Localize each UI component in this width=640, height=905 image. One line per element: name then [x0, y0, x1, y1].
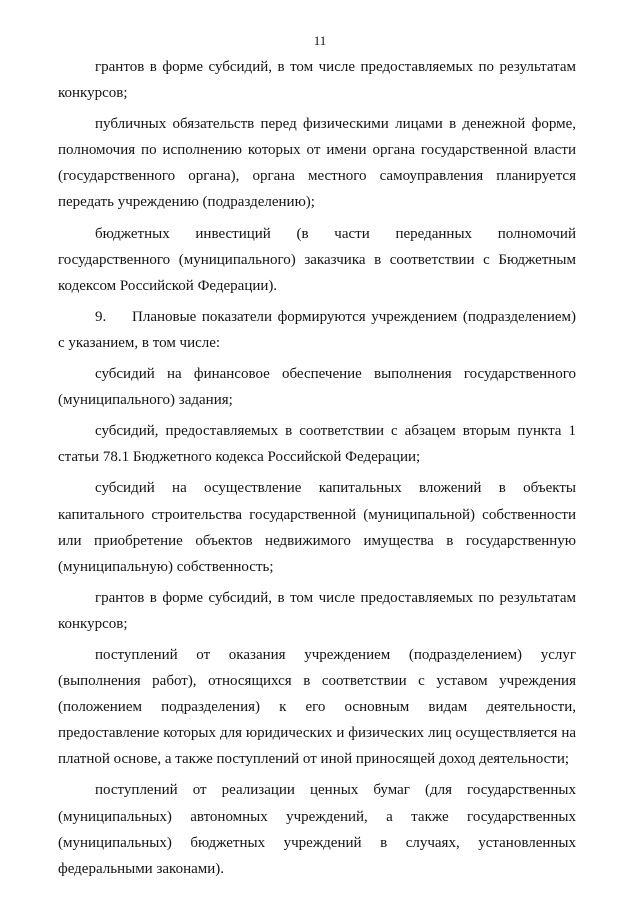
paragraph-grants-1: грантов в форме субсидий, в том числе предоставляемых по результатам конкурсов; — [58, 59, 576, 102]
document-body — [58, 54, 576, 887]
paragraph-securities-revenues: поступлений от реализации ценных бумаг (для государственных (муниципальных) автономных учреждений, а также государственных (муниципальных) бюджетных учреждений в случаях, установленных федеральными законами). — [58, 782, 576, 877]
paragraph-budget-investments: бюджетных инвестиций (в части переданных полномочий государственного (муниципального) заказчика в соответствии с Бюджетным кодексом Российской Федерации). — [58, 225, 576, 294]
paragraph-grants-2: грантов в форме субсидий, в том числе предоставляемых по результатам конкурсов; — [58, 589, 576, 632]
paragraph-subsidies-state-task: субсидий на финансовое обеспечение выполнения государственного (муниципального) задания; — [58, 366, 576, 409]
page-number: 11 — [313, 33, 327, 48]
item-9-text: Плановые показатели формируются учреждением (подразделением) с указанием, в том числе: — [58, 308, 576, 351]
paragraph-subsidies-capital-investments: субсидий на осуществление капитальных вложений в объекты капитального строительства государственной (муниципальной) собственности или приобретение объектов недвижимого имущества в государственную (муниципальную) собственность; — [58, 480, 576, 575]
paragraph-subsidies-article-78-1: субсидий, предоставляемых в соответствии с абзацем вторым пункта 1 статьи 78.1 Бюджетного кодекса Российской Федерации; — [58, 423, 576, 466]
paragraph-service-revenues: поступлений от оказания учреждением (подразделением) услуг (выполнения работ), относящихся в соответствии с уставом учреждения (положением подразделения) к его основным видам деятельности, предоставление которых для юридических и физических лиц осуществляется на платной основе, а также поступлений от иной приносящей доход деятельности; — [58, 646, 576, 768]
paragraph-public-obligations: публичных обязательств перед физическими лицами в денежной форме, полномочия по исполнению которых от имени органа государственной власти (государственного органа), органа местного самоуправления планируется передать учреждению (подразделению); — [58, 116, 576, 211]
item-number: 9. — [95, 308, 107, 325]
paragraph-item-9 — [58, 304, 576, 356]
